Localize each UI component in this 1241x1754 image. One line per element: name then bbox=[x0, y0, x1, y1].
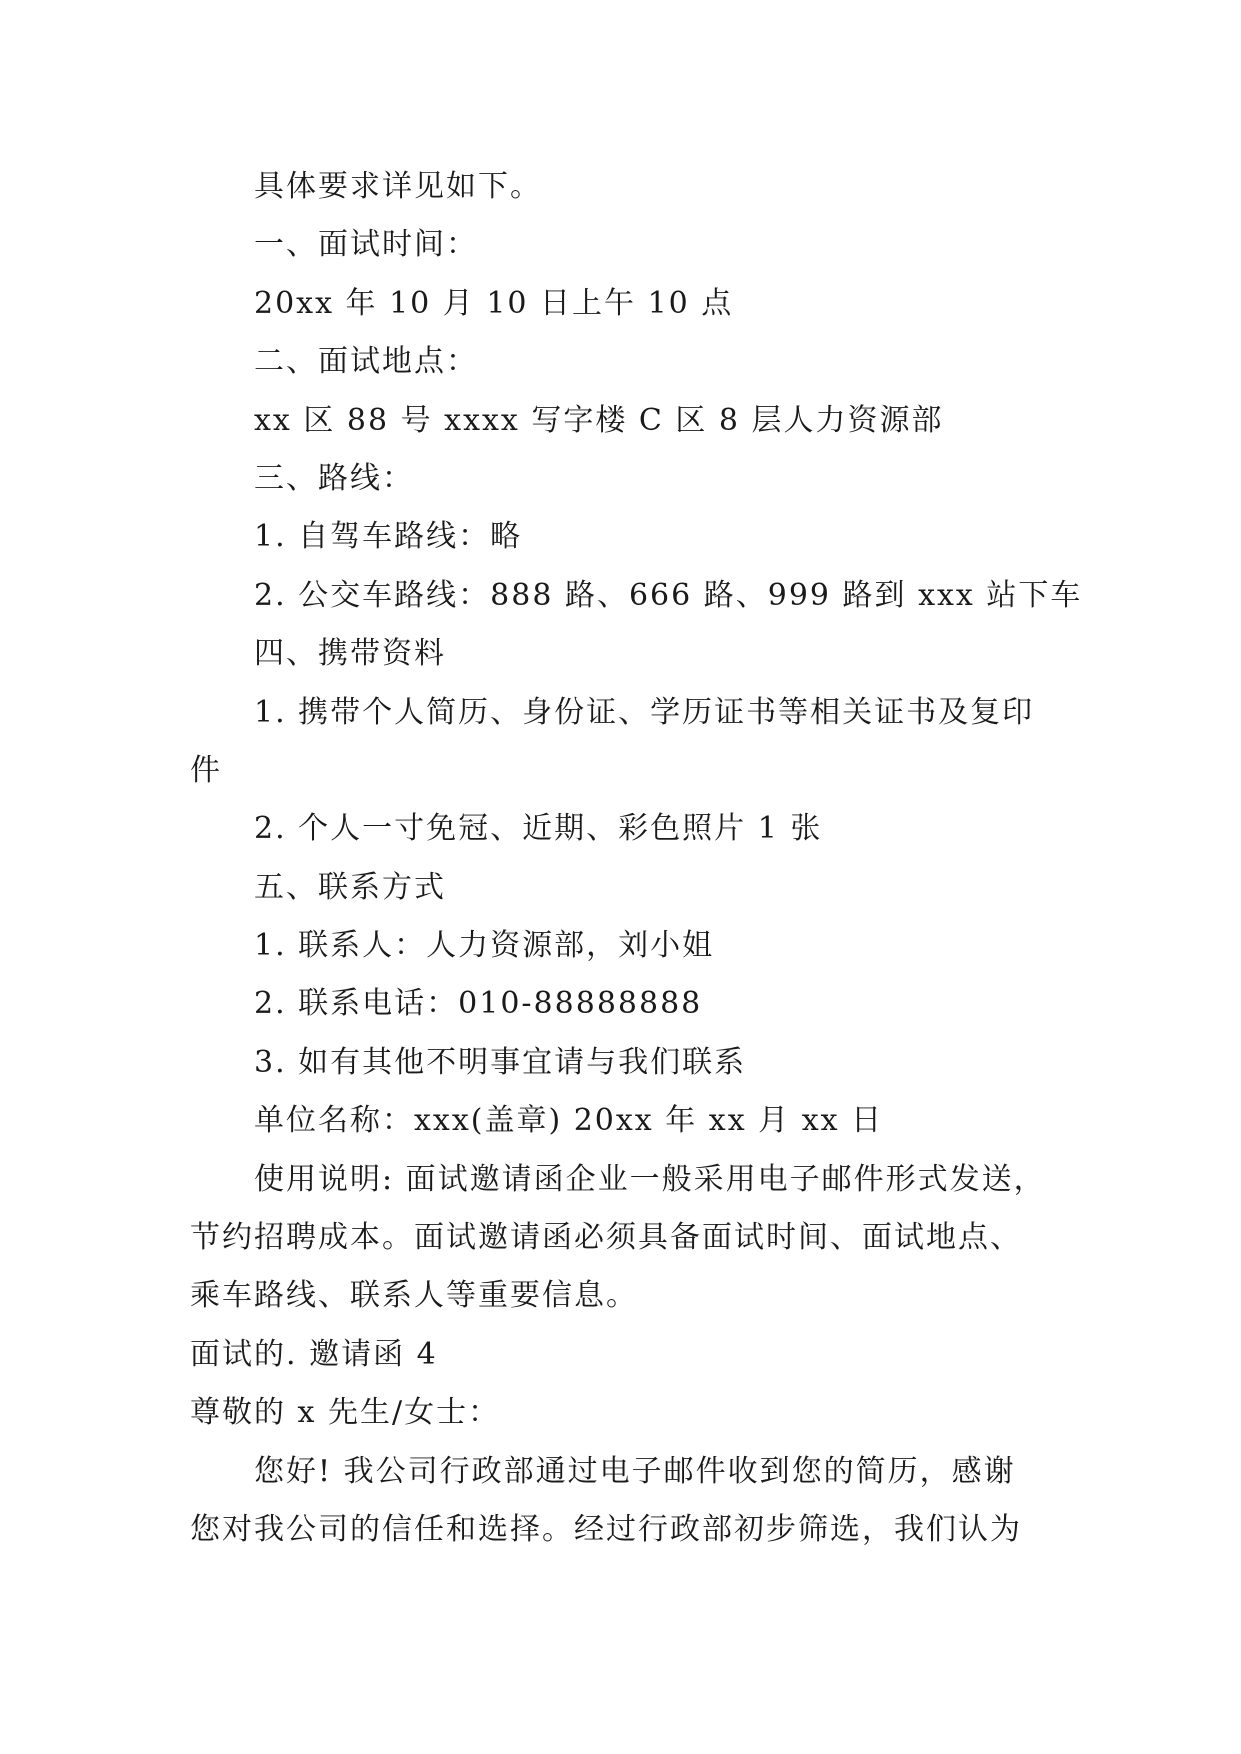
text-line: 乘车路线、联系人等重要信息。 bbox=[190, 1278, 638, 1314]
text-line: 1. 携带个人简历、身份证、学历证书等相关证书及复印 bbox=[254, 694, 1035, 730]
text-line: xx 区 88 号 xxxx 写字楼 C 区 8 层人力资源部 bbox=[254, 402, 944, 438]
text-line: 1. 联系人：人力资源部，刘小姐 bbox=[254, 928, 715, 964]
document-body bbox=[190, 158, 1083, 1559]
text-line: 单位名称：xxx(盖章) 20xx 年 xx 月 xx 日 bbox=[254, 1103, 884, 1139]
text-line: 节约招聘成本。面试邀请函必须具备面试时间、面试地点、 bbox=[190, 1220, 1022, 1256]
text-line: 2. 联系电话：010-88888888 bbox=[254, 986, 703, 1022]
letter-salutation: 尊敬的 x 先生/女士： bbox=[190, 1395, 501, 1431]
text-line: 您对我公司的信任和选择。经过行政部初步筛选，我们认为 bbox=[190, 1511, 1022, 1547]
text-line: 2. 公交车路线：888 路、666 路、999 路到 xxx 站下车 bbox=[254, 577, 1083, 613]
text-line: 具体要求详见如下。 bbox=[254, 169, 542, 204]
letter-title: 面试的. 邀请函 4 bbox=[190, 1336, 438, 1372]
section-heading-contact: 五、联系方式 bbox=[254, 869, 446, 905]
text-line: 3. 如有其他不明事宜请与我们联系 bbox=[254, 1044, 747, 1080]
section-heading-interview-location: 二、面试地点： bbox=[254, 344, 478, 380]
section-heading-interview-time: 一、面试时间： bbox=[254, 227, 478, 263]
text-line: 2. 个人一寸免冠、近期、彩色照片 1 张 bbox=[254, 811, 823, 847]
text-line: 20xx 年 10 月 10 日上午 10 点 bbox=[254, 285, 734, 321]
text-line: 1. 自驾车路线：略 bbox=[254, 519, 523, 555]
text-line: 件 bbox=[190, 752, 222, 788]
section-heading-materials: 四、携带资料 bbox=[254, 636, 446, 672]
text-line: 您好! 我公司行政部通过电子邮件收到您的简历，感谢 bbox=[254, 1453, 1016, 1489]
section-heading-route: 三、路线： bbox=[254, 460, 414, 496]
text-line: 使用说明: 面试邀请函企业一般采用电子邮件形式发送， bbox=[254, 1161, 1046, 1197]
